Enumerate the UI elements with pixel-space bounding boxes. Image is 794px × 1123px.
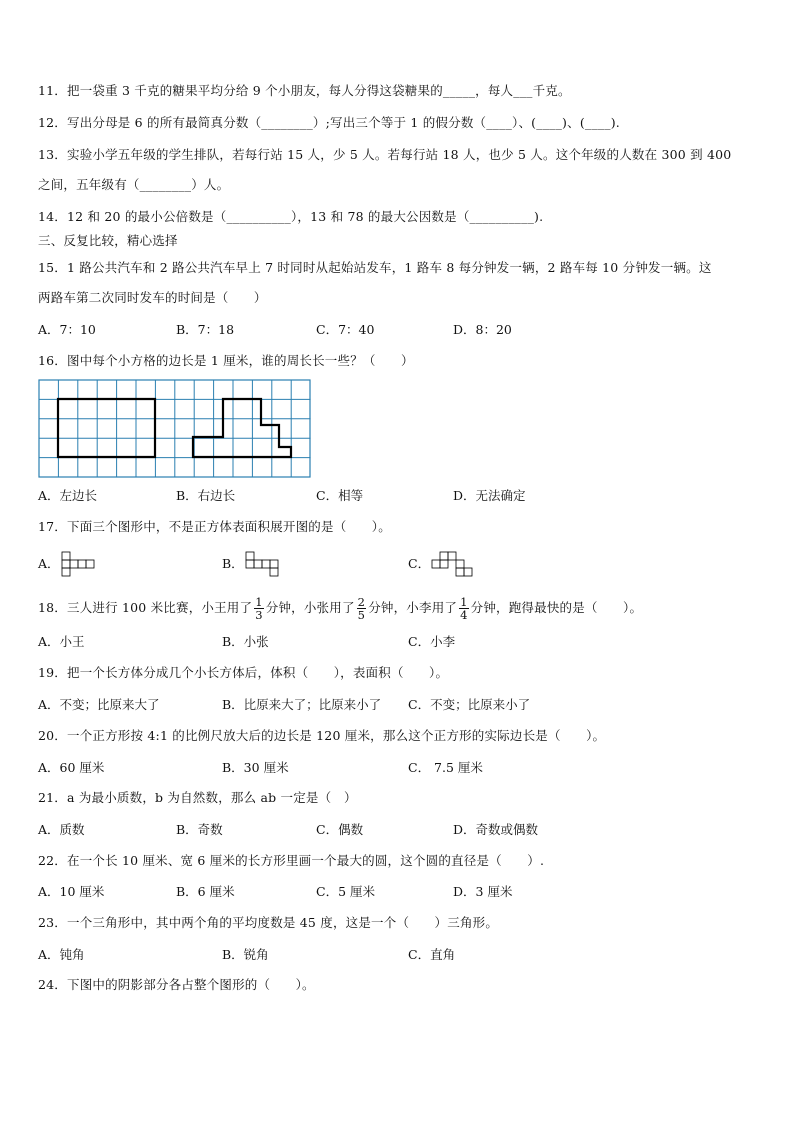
q16-option-a: A．左边长 xyxy=(38,488,98,503)
q17-option-c: C． xyxy=(408,556,431,571)
fraction-xiaowang xyxy=(254,596,264,621)
q20-option-a: A．60 厘米 xyxy=(38,760,105,775)
question-23: 23．一个三角形中，其中两个角的平均度数是 45 度，这是一个（ ）三角形。 xyxy=(38,915,499,930)
fraction-xiaozhang xyxy=(357,596,367,621)
cube-net-c xyxy=(430,550,474,580)
question-24: 24．下图中的阴影部分各占整个图形的（ ）。 xyxy=(38,977,315,992)
question-14: 14．12 和 20 的最小公倍数是（__________），13 和 78 的最大公因数是（__________). xyxy=(38,209,544,224)
q21-option-b: B．奇数 xyxy=(176,822,223,837)
q23-option-c: C．直角 xyxy=(408,947,456,962)
question-17: 17．下面三个图形中，不是正方体表面积展开图的是（ ）。 xyxy=(38,519,391,534)
question-11: 11．把一袋重 3 千克的糖果平均分给 9 个小朋友，每人分得这袋糖果的_____，每人___千克。 xyxy=(38,83,571,98)
q16-option-c: C．相等 xyxy=(316,488,364,503)
q23-option-a: A．钝角 xyxy=(38,947,85,962)
right-step-shape xyxy=(193,399,291,457)
question-18 xyxy=(38,596,642,621)
q18-text-2: 分钟，小张用了 xyxy=(265,600,355,615)
q20-option-b: B．30 厘米 xyxy=(222,760,289,775)
q16-option-b: B．右边长 xyxy=(176,488,236,503)
q18-text-4: 分钟，跑得最快的是（ ）。 xyxy=(470,600,643,615)
question-16: 16．图中每个小方格的边长是 1 厘米，谁的周长长一些？（ ） xyxy=(38,353,414,368)
q19-option-a: A．不变；比原来大了 xyxy=(38,697,160,712)
left-rectangle-shape xyxy=(58,399,155,457)
q22-option-a: A．10 厘米 xyxy=(38,884,105,899)
q16-option-d: D．无法确定 xyxy=(453,488,526,503)
fraction-denominator: 5 xyxy=(357,608,366,622)
fraction-denominator: 4 xyxy=(460,608,468,622)
q18-text-3: 分钟，小李用了 xyxy=(368,600,458,615)
cube-net-b xyxy=(244,550,288,580)
q18-option-c: C．小李 xyxy=(408,634,456,649)
question-20: 20．一个正方形按 4:1 的比例尺放大后的边长是 120 厘米，那么这个正方形的实际边长是（ ）。 xyxy=(38,728,606,743)
q19-option-b: B．比原来大了；比原来小了 xyxy=(222,697,382,712)
fraction-denominator: 3 xyxy=(255,608,263,622)
fraction-numerator: 1 xyxy=(460,595,468,609)
q17-option-b: B． xyxy=(222,556,244,571)
q23-option-b: B．锐角 xyxy=(222,947,269,962)
q22-option-c: C．5 厘米 xyxy=(316,884,375,899)
q17-option-a: A． xyxy=(38,556,60,571)
question-22: 22．在一个长 10 厘米、宽 6 厘米的长方形里画一个最大的圆，这个圆的直径是（ ）. xyxy=(38,853,545,868)
q21-option-a: A．质数 xyxy=(38,822,85,837)
q15-option-a: A．7：10 xyxy=(38,322,96,337)
question-21: 21．a 为最小质数，b 为自然数，那么 ab 一定是（ ） xyxy=(38,790,357,805)
question-13-line-2: 之间，五年级有（________）人。 xyxy=(38,177,230,192)
q19-option-c: C．不变；比原来小了 xyxy=(408,697,531,712)
q15-option-d: D．8：20 xyxy=(453,322,512,337)
question-12: 12．写出分母是 6 的所有最简真分数（________）;写出三个等于 1 的假分数（____）、(____)、(____). xyxy=(38,115,620,130)
fraction-numerator: 2 xyxy=(357,595,366,609)
section-heading: 三、反复比较，精心选择 xyxy=(38,233,178,248)
q22-option-d: D．3 厘米 xyxy=(453,884,513,899)
fraction-xiaoli xyxy=(459,596,469,621)
fraction-numerator: 1 xyxy=(255,595,263,609)
q18-option-b: B．小张 xyxy=(222,634,269,649)
q18-text-1: 18．三人进行 100 米比赛，小王用了 xyxy=(38,600,253,615)
perimeter-grid-figure xyxy=(38,379,312,479)
question-19: 19．把一个长方体分成几个小长方体后，体积（ ），表面积（ ）。 xyxy=(38,665,449,680)
q21-option-d: D．奇数或偶数 xyxy=(453,822,539,837)
question-13-line-1: 13．实验小学五年级的学生排队，若每行站 15 人，少 5 人。若每行站 18 人，也少 5 人。这个年级的人数在 300 到 400 xyxy=(38,147,732,162)
q20-option-c: C． 7.5 厘米 xyxy=(408,760,483,775)
q21-option-c: C．偶数 xyxy=(316,822,364,837)
cube-net-a xyxy=(60,550,104,580)
question-15-line-2: 两路车第二次同时发车的时间是（ ） xyxy=(38,290,267,305)
q15-option-b: B．7：18 xyxy=(176,322,235,337)
q22-option-b: B．6 厘米 xyxy=(176,884,235,899)
q15-option-c: C．7：40 xyxy=(316,322,375,337)
q18-option-a: A．小王 xyxy=(38,634,85,649)
question-15-line-1: 15．1 路公共汽车和 2 路公共汽车早上 7 时同时从起始站发车，1 路车 8 每分钟发一辆，2 路车每 10 分钟发一辆。这 xyxy=(38,260,712,275)
